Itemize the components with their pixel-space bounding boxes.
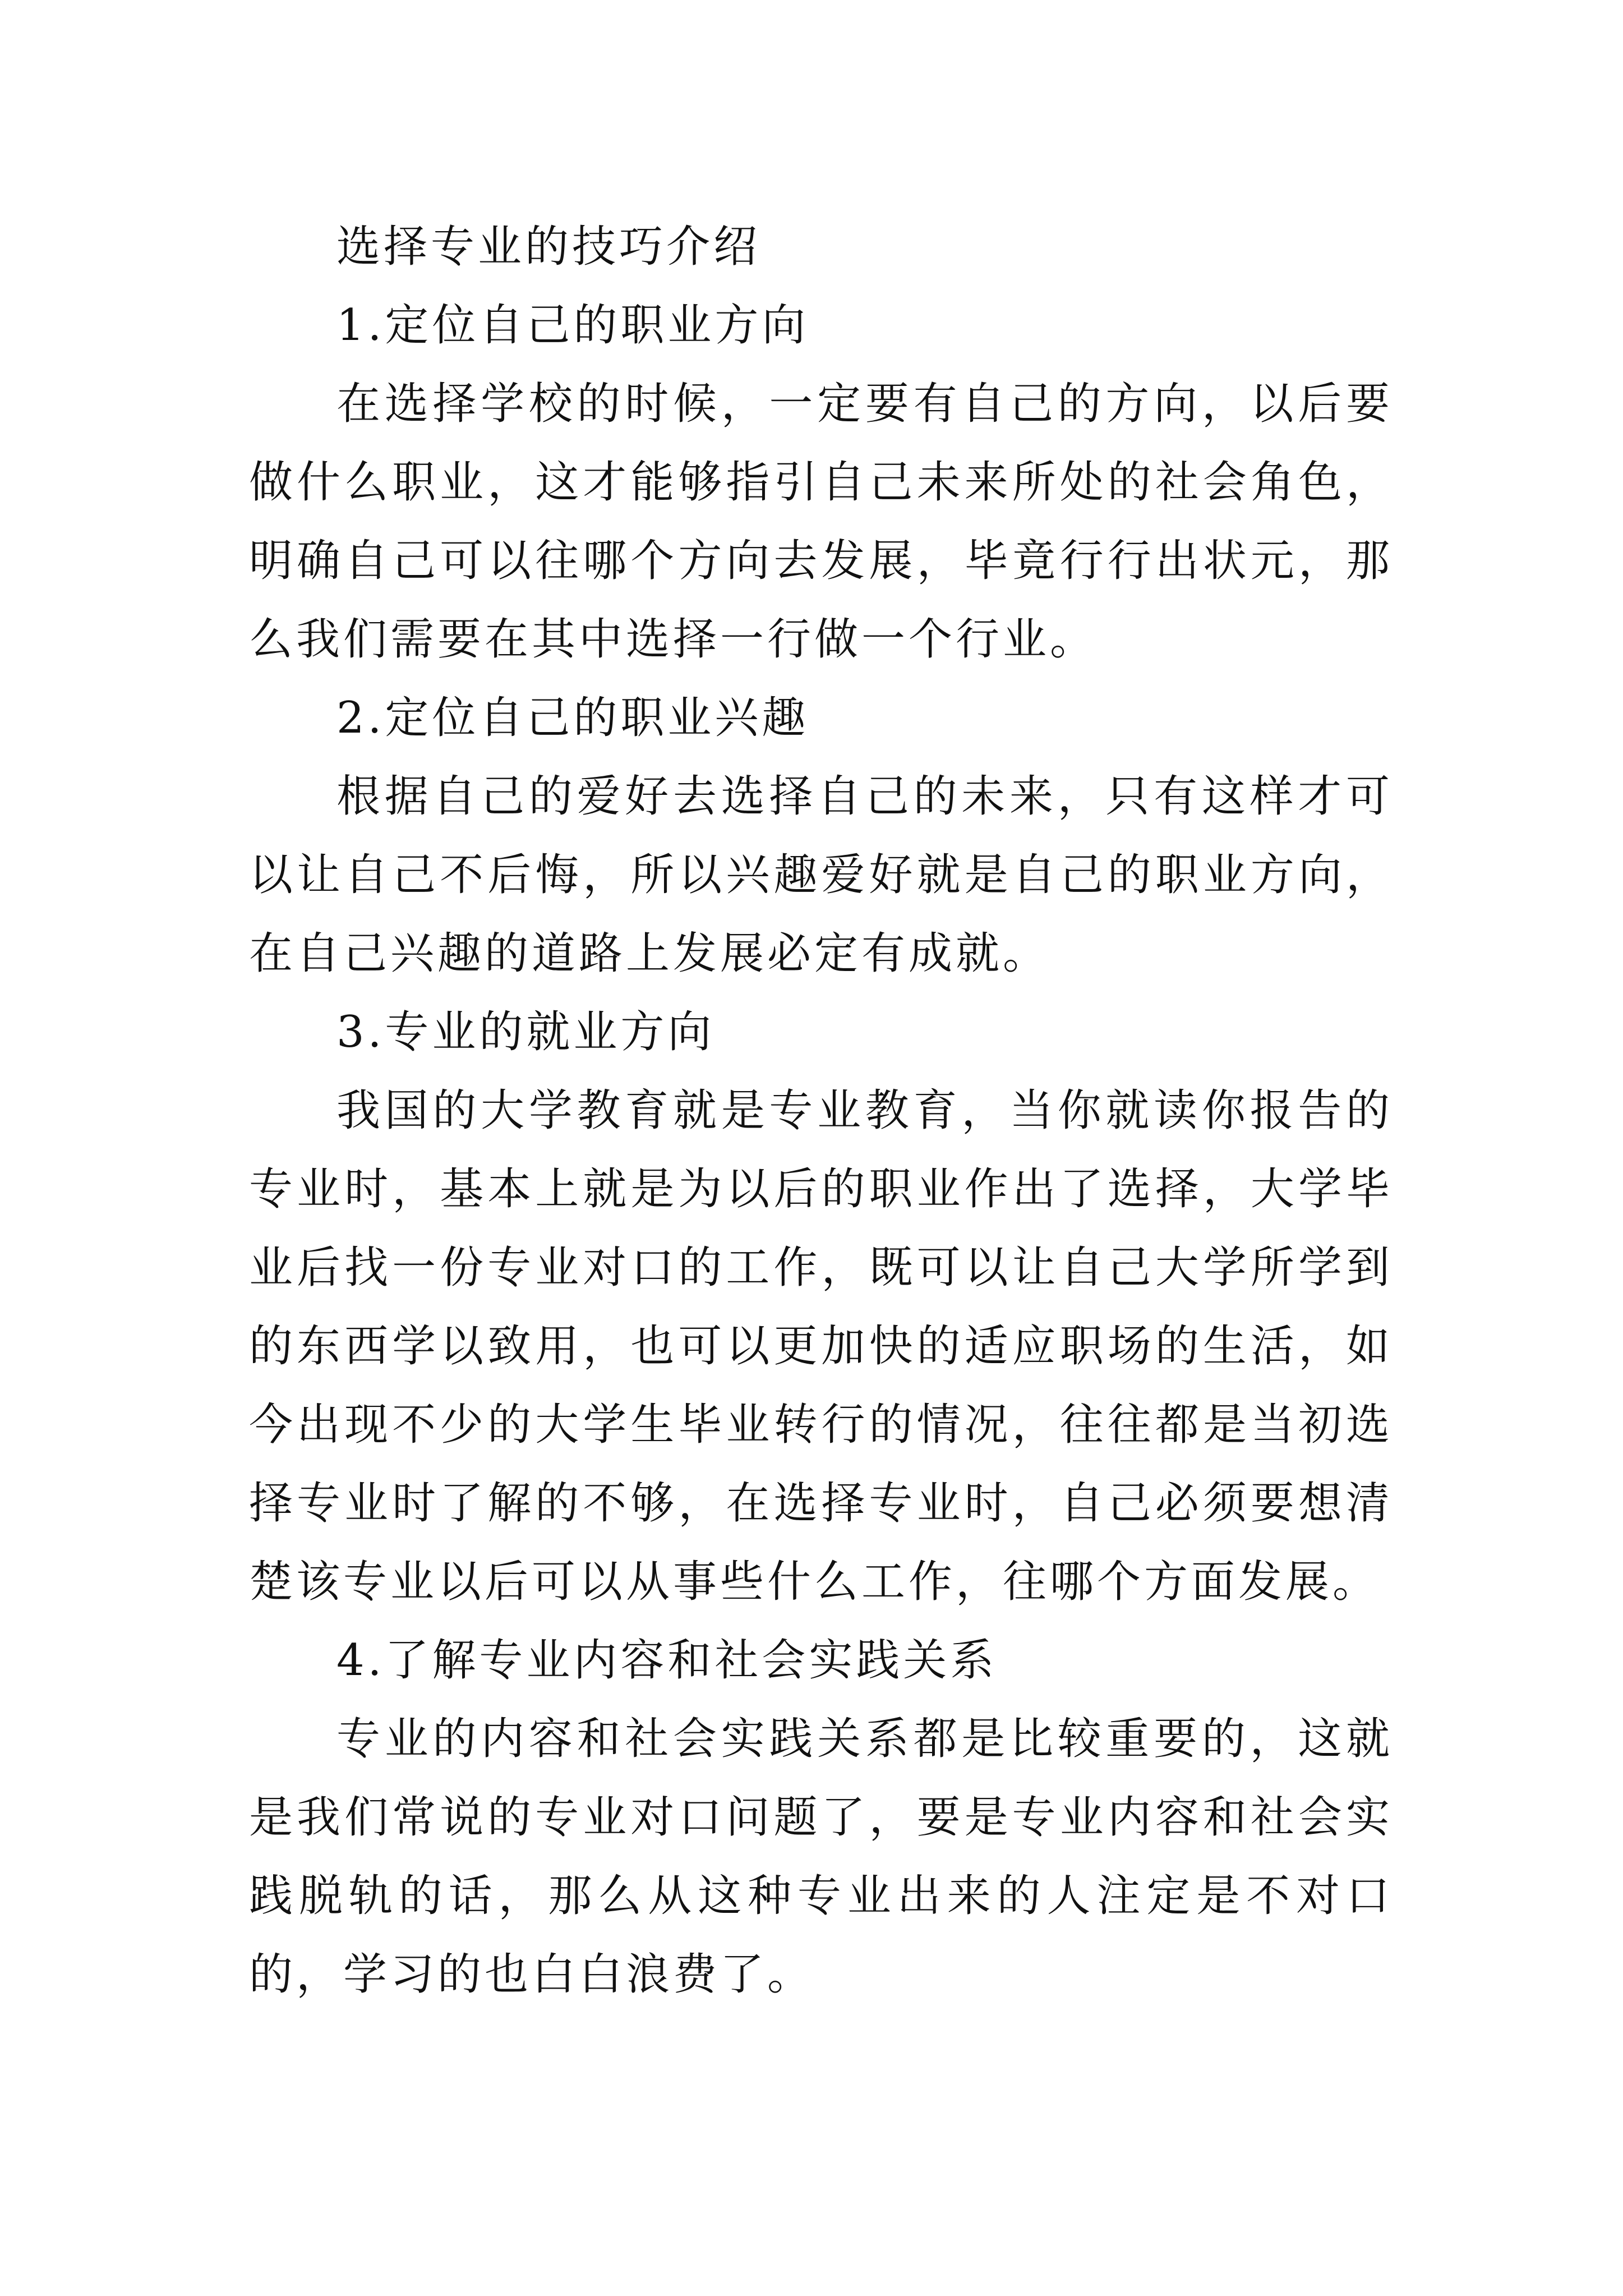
document-title: 选择专业的技巧介绍: [336, 222, 761, 272]
section-heading-2: 2.定位自己的职业兴趣: [336, 693, 809, 743]
section-body-2: 根据自己的爱好去选择自己的未来，只有这样才可以让自己不后悔，所以兴趣爱好就是自己的职业方向，在自己兴趣的道路上发展必定有成就。: [249, 771, 1393, 979]
section-body-1: 在选择学校的时候，一定要有自己的方向，以后要做什么职业，这才能够指引自己未来所处的社会角色，明确自己可以往哪个方向去发展，毕竟行行出状元，那么我们需要在其中选择一行做一个行业。: [249, 379, 1393, 665]
section-heading-1: 1.定位自己的职业方向: [336, 300, 809, 351]
section-heading-4: 4.了解专业内容和社会实践关系: [336, 1635, 998, 1686]
section-body-4: 专业的内容和社会实践关系都是比较重要的，这就是我们常说的专业对口问题了，要是专业内容和社会实践脱轨的话，那么从这种专业出来的人注定是不对口的，学习的也白白浪费了。: [249, 1714, 1393, 2000]
section-body-3: 我国的大学教育就是专业教育，当你就读你报告的专业时，基本上就是为以后的职业作出了选择，大学毕业后找一份专业对口的工作，既可以让自己大学所学到的东西学以致用，也可以更加快的适应职场的生活，如今出现不少的大学生毕业转行的情况，往往都是当初选择专业时了解的不够，在选择专业时，自己必须要想清楚该专业以后可以从事些什么工作，往哪个方面发展。: [249, 1085, 1393, 1607]
document-body: [249, 208, 1393, 2014]
section-heading-3: 3.专业的就业方向: [336, 1007, 715, 1057]
